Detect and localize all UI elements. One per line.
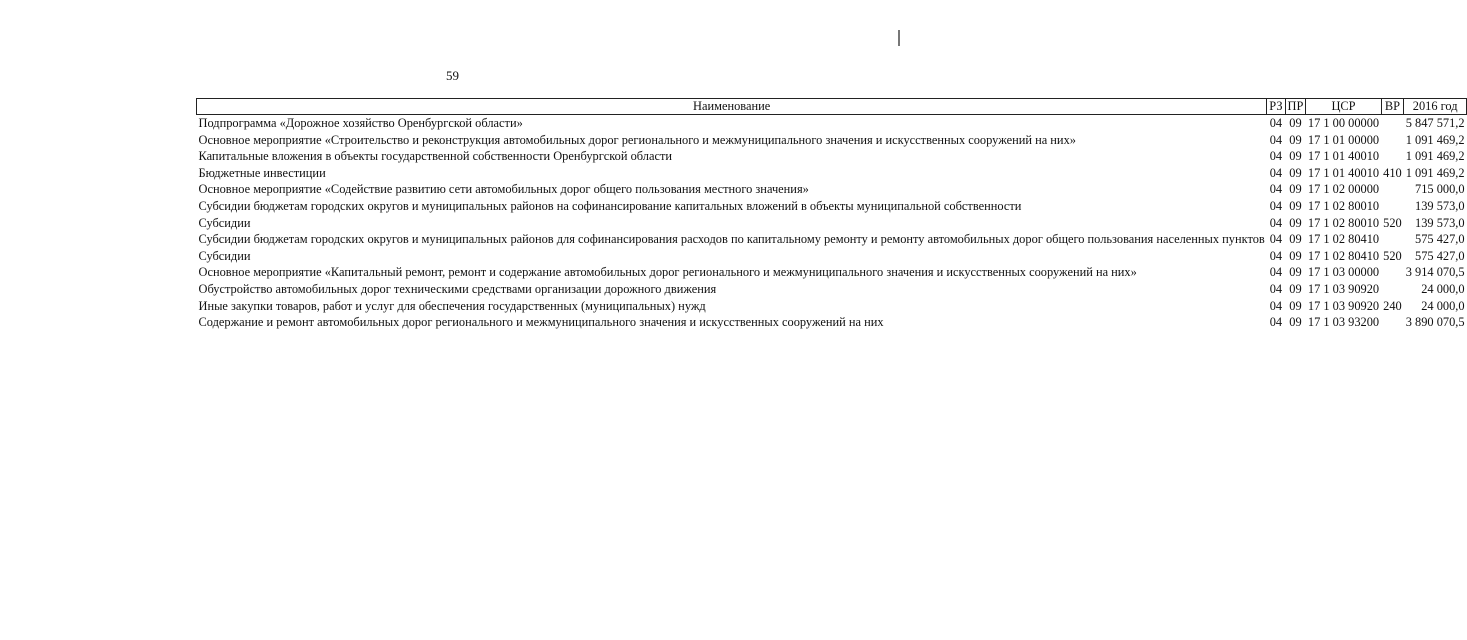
header-rz: РЗ xyxy=(1267,99,1285,115)
row-amount: 3 914 070,5 xyxy=(1405,265,1465,280)
row-pr: 09 xyxy=(1289,248,1302,263)
row-csr: 17 1 02 80410 xyxy=(1307,232,1380,247)
page-edge-mark xyxy=(898,30,900,46)
row-rz: 04 xyxy=(1269,198,1283,213)
row-vr xyxy=(1381,181,1404,198)
row-vr xyxy=(1381,314,1404,331)
row-vr xyxy=(1381,281,1404,298)
row-rz: 04 xyxy=(1269,132,1283,147)
row-csr: 17 1 02 00000 xyxy=(1307,182,1380,197)
row-name: Субсидии xyxy=(198,215,251,230)
row-rz: 04 xyxy=(1269,232,1283,247)
table-row xyxy=(197,281,1467,298)
row-name: Основное мероприятие «Капитальный ремонт, ремонт и содержание автомобильных дорог регионального и межмуниципального значения и искусственных сооружений на них» xyxy=(198,265,1137,280)
row-pr: 09 xyxy=(1289,198,1302,213)
row-rz: 04 xyxy=(1269,215,1283,230)
row-name: Субсидии бюджетам городских округов и муниципальных районов для софинансирования расходов по капитальному ремонту и ремонту автомобильных дорог общего пользования населенных пунктов xyxy=(198,232,1265,247)
header-csr: ЦСР xyxy=(1306,99,1381,115)
table-row xyxy=(197,115,1467,132)
row-amount: 715 000,0 xyxy=(1415,182,1465,197)
table-row xyxy=(197,198,1467,215)
row-name: Основное мероприятие «Строительство и реконструкция автомобильных дорог регионального и межмуниципального значения и искусственных сооружений на них» xyxy=(198,132,1076,147)
header-amount: 2016 год xyxy=(1404,99,1467,115)
header-name: Наименование xyxy=(197,99,1267,115)
row-amount: 3 890 070,5 xyxy=(1405,315,1465,330)
table-row xyxy=(197,314,1467,331)
row-pr: 09 xyxy=(1289,265,1302,280)
table-row xyxy=(197,264,1467,281)
table-row xyxy=(197,181,1467,198)
row-name: Иные закупки товаров, работ и услуг для обеспечения государственных (муниципальных) нужд xyxy=(198,298,706,313)
row-name: Субсидии бюджетам городских округов и муниципальных районов на софинансирование капитальных вложений в объекты муниципальной собственности xyxy=(198,198,1022,213)
row-pr: 09 xyxy=(1289,315,1302,330)
row-pr: 09 xyxy=(1289,215,1302,230)
row-vr: 410 xyxy=(1383,165,1402,180)
row-pr: 09 xyxy=(1289,149,1302,164)
row-csr: 17 1 02 80010 xyxy=(1307,198,1380,213)
row-csr: 17 1 02 80410 xyxy=(1307,248,1380,263)
row-vr: 240 xyxy=(1383,298,1402,313)
row-amount: 24 000,0 xyxy=(1421,281,1465,296)
row-pr: 09 xyxy=(1289,298,1302,313)
row-csr: 17 1 01 40010 xyxy=(1307,165,1380,180)
row-rz: 04 xyxy=(1269,315,1283,330)
row-amount: 24 000,0 xyxy=(1421,298,1465,313)
row-name: Обустройство автомобильных дорог техническими средствами организации дорожного движения xyxy=(198,281,717,296)
row-vr xyxy=(1381,148,1404,165)
row-rz: 04 xyxy=(1269,248,1283,263)
row-amount: 5 847 571,2 xyxy=(1405,116,1465,130)
table-row xyxy=(197,231,1467,248)
table-row xyxy=(197,215,1467,232)
row-rz: 04 xyxy=(1269,298,1283,313)
table-header-row xyxy=(197,99,1467,115)
row-csr: 17 1 03 93200 xyxy=(1307,315,1380,330)
row-csr: 17 1 00 00000 xyxy=(1307,116,1380,130)
row-amount: 575 427,0 xyxy=(1415,232,1465,247)
row-name: Капитальные вложения в объекты государственной собственности Оренбургской области xyxy=(198,149,673,164)
row-amount: 575 427,0 xyxy=(1415,248,1465,263)
table-row xyxy=(197,248,1467,265)
row-pr: 09 xyxy=(1289,116,1302,130)
row-csr: 17 1 01 00000 xyxy=(1307,132,1380,147)
row-name: Бюджетные инвестиции xyxy=(198,165,326,180)
table-body xyxy=(197,115,1467,331)
row-pr: 09 xyxy=(1289,165,1302,180)
page-number: 59 xyxy=(446,68,459,83)
row-vr xyxy=(1381,132,1404,149)
row-name: Содержание и ремонт автомобильных дорог регионального и межмуниципального значения и искусственных сооружений на них xyxy=(198,315,884,330)
table-row xyxy=(197,132,1467,149)
row-pr: 09 xyxy=(1289,281,1302,296)
row-rz: 04 xyxy=(1269,281,1283,296)
row-rz: 04 xyxy=(1269,149,1283,164)
row-rz: 04 xyxy=(1269,265,1283,280)
row-rz: 04 xyxy=(1269,116,1283,130)
row-vr xyxy=(1381,198,1404,215)
row-pr: 09 xyxy=(1289,232,1302,247)
row-vr xyxy=(1381,264,1404,281)
row-csr: 17 1 02 80010 xyxy=(1307,215,1380,230)
header-vr: ВР xyxy=(1381,99,1404,115)
table-row xyxy=(197,165,1467,182)
row-pr: 09 xyxy=(1289,132,1302,147)
row-name: Подпрограмма «Дорожное хозяйство Оренбургской области» xyxy=(198,116,523,130)
row-rz: 04 xyxy=(1269,182,1283,197)
row-csr: 17 1 03 00000 xyxy=(1307,265,1380,280)
row-pr: 09 xyxy=(1289,182,1302,197)
table-row xyxy=(197,148,1467,165)
row-name: Субсидии xyxy=(198,248,251,263)
budget-table xyxy=(196,98,1467,331)
row-amount: 1 091 469,2 xyxy=(1405,132,1465,147)
row-amount: 1 091 469,2 xyxy=(1405,165,1465,180)
row-amount: 139 573,0 xyxy=(1415,198,1465,213)
row-vr xyxy=(1381,231,1404,248)
row-amount: 139 573,0 xyxy=(1415,215,1465,230)
row-name: Основное мероприятие «Содействие развитию сети автомобильных дорог общего пользования местного значения» xyxy=(198,182,809,197)
row-csr: 17 1 01 40010 xyxy=(1307,149,1380,164)
row-vr: 520 xyxy=(1383,248,1402,263)
row-rz: 04 xyxy=(1269,165,1283,180)
header-pr: ПР xyxy=(1285,99,1306,115)
row-vr xyxy=(1381,115,1404,132)
row-vr: 520 xyxy=(1383,215,1402,230)
row-csr: 17 1 03 90920 xyxy=(1307,281,1380,296)
row-csr: 17 1 03 90920 xyxy=(1307,298,1380,313)
row-amount: 1 091 469,2 xyxy=(1405,149,1465,164)
table-row xyxy=(197,298,1467,315)
